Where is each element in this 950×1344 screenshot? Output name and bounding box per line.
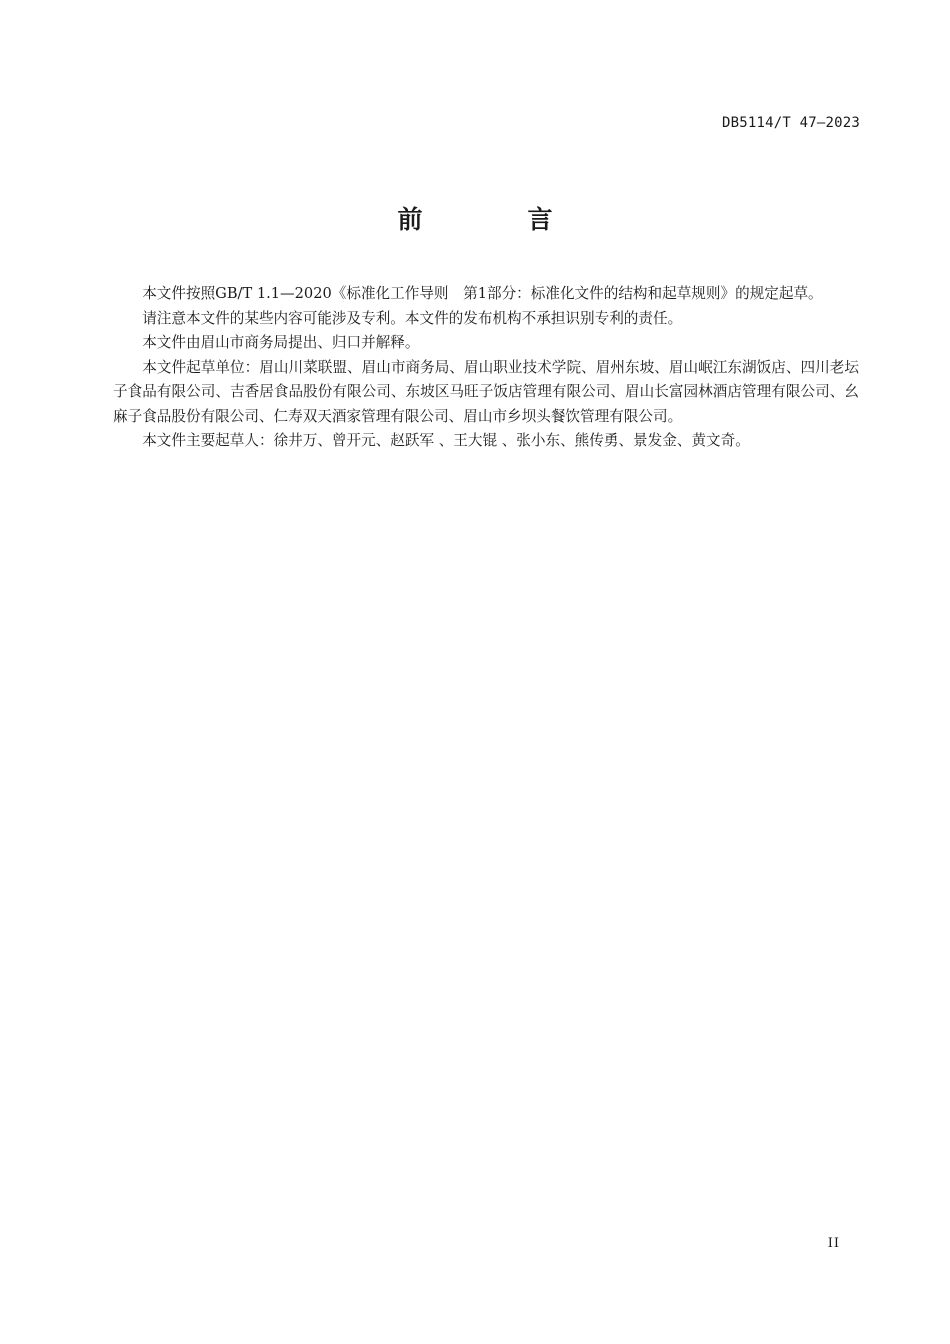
paragraph-drafters: 本文件主要起草人：徐井万、曾开元、赵跃军 、王大锟 、张小东、熊传勇、景发金、黄文奇。 bbox=[142, 432, 750, 449]
foreword-body bbox=[113, 282, 859, 454]
page-number: II bbox=[827, 1236, 840, 1251]
page-title: 前 言 bbox=[397, 205, 593, 234]
paragraph-patent-notice: 请注意本文件的某些内容可能涉及专利。本文件的发布机构不承担识别专利的责任。 bbox=[142, 309, 683, 327]
paragraph-proposer: 本文件由眉山市商务局提出、归口并解释。 bbox=[142, 334, 420, 351]
paragraph-drafting-rules: 本文件按照GB/T 1.1—2020《标准化工作导则 第1部分：标准化文件的结构和起草规则》的规定起草。 bbox=[142, 285, 823, 302]
paragraph-drafting-units: 本文件起草单位：眉山川菜联盟、眉山市商务局、眉山职业技术学院、眉州东坡、眉山岷江东湖饭店、四川老坛子食品有限公司、吉香居食品股份有限公司、东坡区马旺子饭店管理有限公司、眉山长富园林酒店管理有限公司、幺麻子食品股份有限公司、仁寿双天酒家管理有限公司、眉山市乡坝头餐饮管理有限公司。 bbox=[113, 358, 859, 425]
document-code: DB5114/T 47—2023 bbox=[721, 115, 860, 131]
